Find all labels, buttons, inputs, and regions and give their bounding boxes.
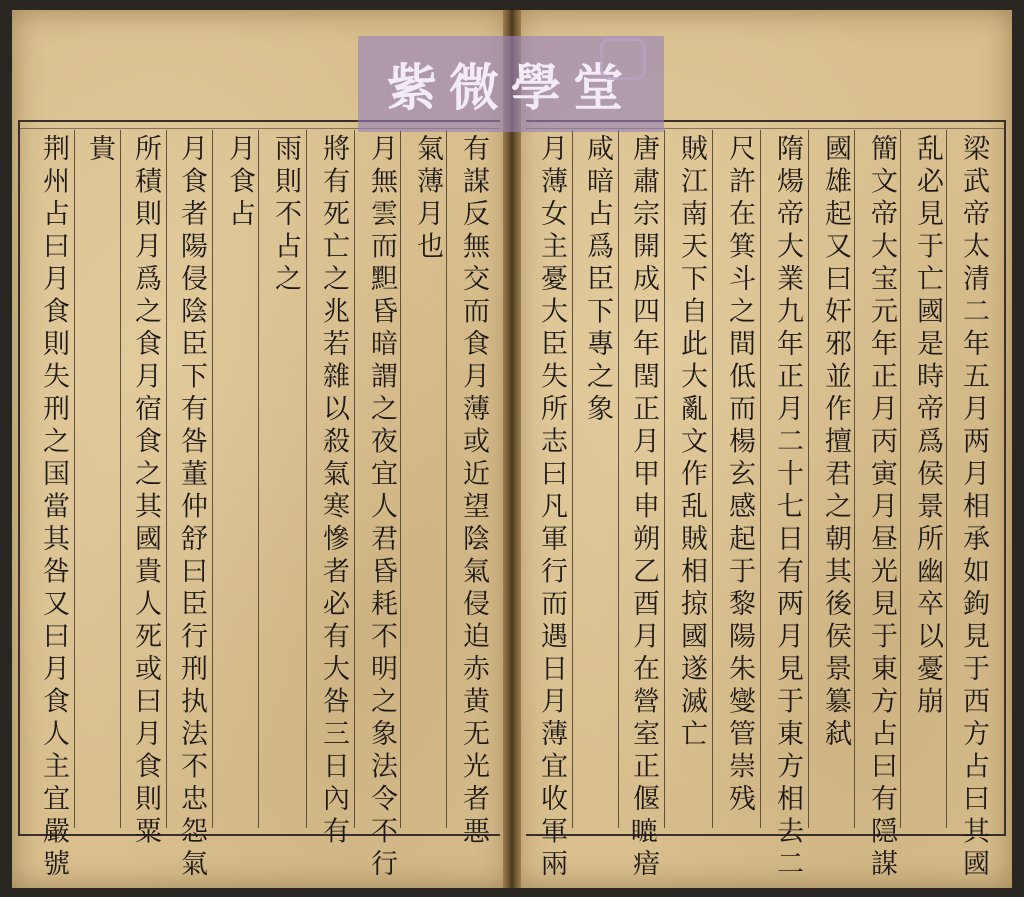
text-column: 月無雲而䵣昏暗謂之夜宜人君昏耗不明之象法令不行 [366,134,397,882]
text-column: 簡文帝大宝元年正月丙寅月昼光見于東方占曰有隠謀 [866,134,897,882]
text-column: 氣薄月也 [412,134,443,264]
text-column: 賊江南天下自此大亂文作乱賊相掠國遂滅亡 [676,134,707,752]
text-column: 咸暗占爲臣下專之象 [582,134,613,427]
text-column: 梁武帝太清二年五月两月相承如鉤見于西方占曰其國 [958,134,989,882]
column-rule [258,130,259,828]
text-column: 荆州占曰月食則失刑之国當其咎又曰月食人主宜嚴號 [38,134,69,882]
book-gutter [503,10,521,888]
text-column: 月食占 [224,134,255,232]
text-column: 月食者陽侵陰臣下有咎董仲舒曰臣行刑执法不忠怨氣 [176,134,207,882]
watermark-text: 紫微學堂 [387,58,635,117]
text-column: 所積則月爲之食月宿食之其國貴人死或曰月食則粟 [130,134,161,849]
text-column: 月薄女主憂大臣失所志曰凡軍行而遇日月薄宜收軍兩 [536,134,567,882]
text-column: 國雄起又曰奸邪並作擅君之朝其後侯景簒弑 [820,134,851,752]
text-column: 將有死亡之兆若雜以殺氣寒慘者必有大咎三日內有 [318,134,349,849]
text-column: 尺許在箕斗之間低而楊玄感起于黎陽朱燮管崇残 [724,134,755,817]
text-column: 乱必見于亡國是時帝爲侯景所幽卒以憂崩 [912,134,943,719]
text-column: 隋煬帝大業九年正月二十七日有两月見于東方相去二 [772,134,803,882]
text-column: 有謀反無交而食月薄或近望陰氣侵迫赤黄无光者悪 [458,134,489,849]
seal-mark-icon [600,38,646,80]
text-column: 唐肅宗開成四年閏正月甲申朔乙酉月在營室正偃𥉶瘖 [628,134,659,882]
column-rule [120,130,121,828]
text-column: 雨則不占之 [270,134,301,297]
text-column: 貴 [84,134,115,167]
